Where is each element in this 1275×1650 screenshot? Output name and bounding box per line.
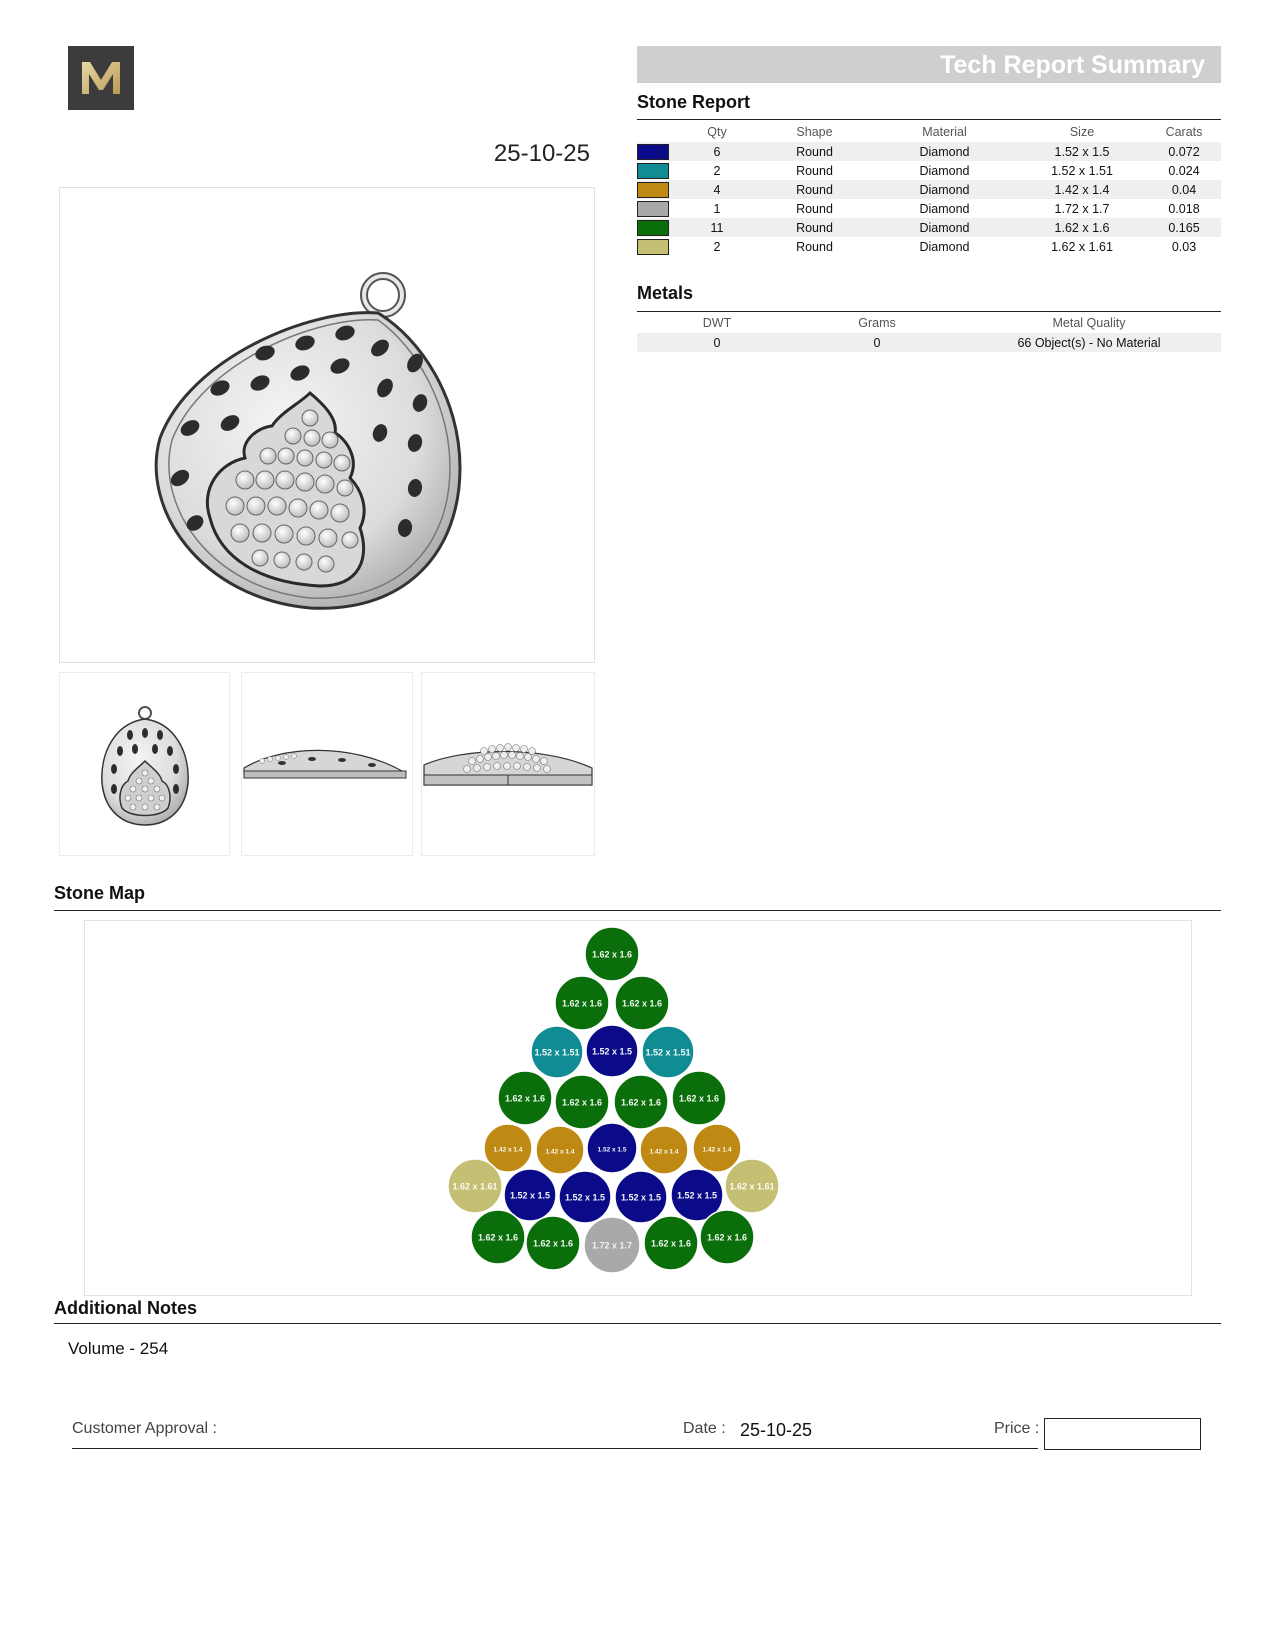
stone-map-stone <box>448 1159 502 1213</box>
shape-cell: Round <box>796 163 833 178</box>
stone-map-stone <box>644 1216 698 1270</box>
qty-cell: 6 <box>677 142 757 161</box>
stone-size-label: 1.42 x 1.4 <box>702 1146 732 1154</box>
stone-map-stone <box>498 1071 552 1125</box>
stone-size-label: 1.62 x 1.6 <box>561 998 603 1009</box>
color-column-header <box>637 122 677 142</box>
stone-map-stone <box>640 1126 688 1174</box>
color-cell <box>637 199 677 218</box>
price-label: Price : <box>994 1420 1040 1437</box>
size-cell: 1.52 x 1.5 <box>1017 142 1147 161</box>
stone-map-stone <box>586 1025 638 1077</box>
notes-text: Volume - 254 <box>68 1339 169 1358</box>
stone-map-stone <box>585 927 639 981</box>
stone-map-stone <box>584 1217 640 1273</box>
stone-report-table <box>637 122 1221 256</box>
table-row <box>637 180 1221 199</box>
carats-cell: 0.04 <box>1147 180 1221 199</box>
shape-cell: Round <box>796 239 833 254</box>
stone-size-label: 1.52 x 1.5 <box>620 1192 662 1203</box>
report-title: Tech Report Summary <box>940 51 1205 79</box>
metal-quality-cell: 66 Object(s) - No Material <box>957 333 1221 352</box>
stone-map-stone <box>693 1124 741 1172</box>
stone-size-label: 1.62 x 1.6 <box>621 998 663 1009</box>
additional-notes-heading: Additional Notes <box>54 1298 197 1318</box>
stone-size-label: 1.52 x 1.5 <box>597 1146 627 1154</box>
qty-cell: 4 <box>677 180 757 199</box>
shape-cell: Round <box>796 201 833 216</box>
table-row <box>637 199 1221 218</box>
stone-map <box>84 920 1192 1296</box>
carats-cell: 0.072 <box>1147 142 1221 161</box>
approval-date-value: 25-10-25 <box>740 1420 813 1440</box>
column-header: Shape <box>796 125 833 139</box>
color-swatch <box>637 220 669 236</box>
report-date: 25-10-25 <box>493 140 590 167</box>
thumbnail-front-view[interactable] <box>59 672 230 856</box>
approval-date-label: Date : <box>683 1420 726 1437</box>
stone-size-label: 1.62 x 1.6 <box>678 1093 720 1104</box>
stone-size-label: 1.52 x 1.5 <box>564 1192 606 1203</box>
stone-size-label: 1.42 x 1.4 <box>649 1148 679 1156</box>
stone-size-label: 1.62 x 1.6 <box>620 1097 662 1108</box>
grams-cell: 0 <box>797 333 957 352</box>
column-header: Carats <box>1165 125 1203 139</box>
stone-map-stone <box>526 1216 580 1270</box>
stone-map-heading: Stone Map <box>54 883 146 903</box>
stone-report-heading: Stone Report <box>637 92 751 112</box>
stone-size-label: 1.52 x 1.5 <box>509 1190 551 1201</box>
carats-cell: 0.03 <box>1171 239 1197 254</box>
signature-line[interactable] <box>72 1448 1038 1449</box>
stone-map-stone <box>555 976 609 1030</box>
price-field[interactable] <box>1044 1418 1201 1450</box>
stone-size-label: 1.52 x 1.5 <box>591 1046 633 1057</box>
stone-size-label: 1.62 x 1.6 <box>650 1238 692 1249</box>
stone-size-label: 1.52 x 1.51 <box>645 1047 691 1058</box>
stone-size-label: 1.62 x 1.6 <box>504 1093 546 1104</box>
stone-map-stone <box>587 1123 637 1173</box>
material-cell: Diamond <box>872 180 1017 199</box>
stone-size-label: 1.52 x 1.5 <box>676 1190 718 1201</box>
color-cell <box>637 180 677 199</box>
material-cell: Diamond <box>919 239 970 254</box>
stone-size-label: 1.42 x 1.4 <box>545 1148 575 1156</box>
table-row <box>637 142 1221 161</box>
material-cell: Diamond <box>872 142 1017 161</box>
dwt-cell: 0 <box>637 333 797 352</box>
size-cell: 1.72 x 1.7 <box>1054 201 1110 216</box>
qty-cell: 1 <box>713 201 721 216</box>
column-header: Material <box>922 125 967 139</box>
shape-cell: Round <box>757 142 872 161</box>
stone-map-stone <box>555 1075 609 1129</box>
stone-size-label: 1.62 x 1.61 <box>729 1181 775 1192</box>
stone-map-stone <box>615 1171 667 1223</box>
report-title-bar <box>637 46 1221 83</box>
qty-cell: 2 <box>713 239 721 254</box>
stone-map-stone <box>536 1126 584 1174</box>
stone-map-stone <box>531 1026 583 1078</box>
stone-size-label: 1.52 x 1.51 <box>534 1047 580 1058</box>
stone-size-label: 1.62 x 1.61 <box>452 1181 498 1192</box>
stone-map-stone <box>614 1075 668 1129</box>
size-cell: 1.62 x 1.6 <box>1017 218 1147 237</box>
color-cell <box>637 218 677 237</box>
color-swatch <box>637 144 669 160</box>
color-cell <box>637 237 677 256</box>
column-header: DWT <box>702 316 732 330</box>
color-swatch <box>637 239 669 255</box>
stone-map-stone <box>725 1159 779 1213</box>
stone-map-stone <box>471 1210 525 1264</box>
stone-size-label: 1.62 x 1.6 <box>591 949 633 960</box>
color-swatch <box>637 163 669 179</box>
size-cell: 1.42 x 1.4 <box>1017 180 1147 199</box>
shape-cell: Round <box>757 180 872 199</box>
qty-cell: 11 <box>677 218 757 237</box>
column-header: Size <box>1069 125 1095 139</box>
thumbnail-side-view[interactable] <box>241 672 413 856</box>
additional-notes-rule <box>54 1323 1221 1324</box>
brand-logo <box>68 46 134 110</box>
stone-map-stone <box>672 1071 726 1125</box>
qty-cell: 2 <box>713 163 721 178</box>
table-row <box>637 218 1221 237</box>
table-row <box>637 237 1221 256</box>
color-cell <box>637 161 677 180</box>
material-cell: Diamond <box>919 201 970 216</box>
material-cell: Diamond <box>919 163 970 178</box>
stone-map-stone <box>615 976 669 1030</box>
metals-heading: Metals <box>637 283 694 303</box>
carats-cell: 0.024 <box>1168 163 1200 178</box>
carats-cell: 0.018 <box>1168 201 1200 216</box>
stone-map-stone <box>559 1171 611 1223</box>
stone-size-label: 1.42 x 1.4 <box>493 1146 523 1154</box>
stone-map-stone <box>700 1210 754 1264</box>
stone-size-label: 1.62 x 1.6 <box>477 1232 519 1243</box>
carats-cell: 0.165 <box>1147 218 1221 237</box>
color-swatch <box>637 182 669 198</box>
color-swatch <box>637 201 669 217</box>
column-header: Metal Quality <box>1052 316 1126 330</box>
customer-approval-label: Customer Approval : <box>72 1420 217 1437</box>
metals-rule <box>637 311 1221 312</box>
color-cell <box>637 142 677 161</box>
thumbnail-top-view[interactable] <box>421 672 595 856</box>
stone-map-stone <box>642 1026 694 1078</box>
shape-cell: Round <box>757 218 872 237</box>
stone-map-rule <box>54 910 1221 911</box>
size-cell: 1.62 x 1.61 <box>1051 239 1113 254</box>
stone-size-label: 1.62 x 1.6 <box>561 1097 603 1108</box>
stone-size-label: 1.72 x 1.7 <box>591 1240 633 1251</box>
material-cell: Diamond <box>872 218 1017 237</box>
main-render-view <box>59 187 595 663</box>
size-cell: 1.52 x 1.51 <box>1051 163 1113 178</box>
stone-size-label: 1.62 x 1.6 <box>532 1238 574 1249</box>
metals-table <box>637 313 1221 352</box>
table-row <box>637 333 1221 352</box>
column-header: Grams <box>858 316 896 330</box>
stone-report-rule <box>637 119 1221 120</box>
stone-size-label: 1.62 x 1.6 <box>706 1232 748 1243</box>
table-row <box>637 161 1221 180</box>
column-header: Qty <box>707 125 727 139</box>
